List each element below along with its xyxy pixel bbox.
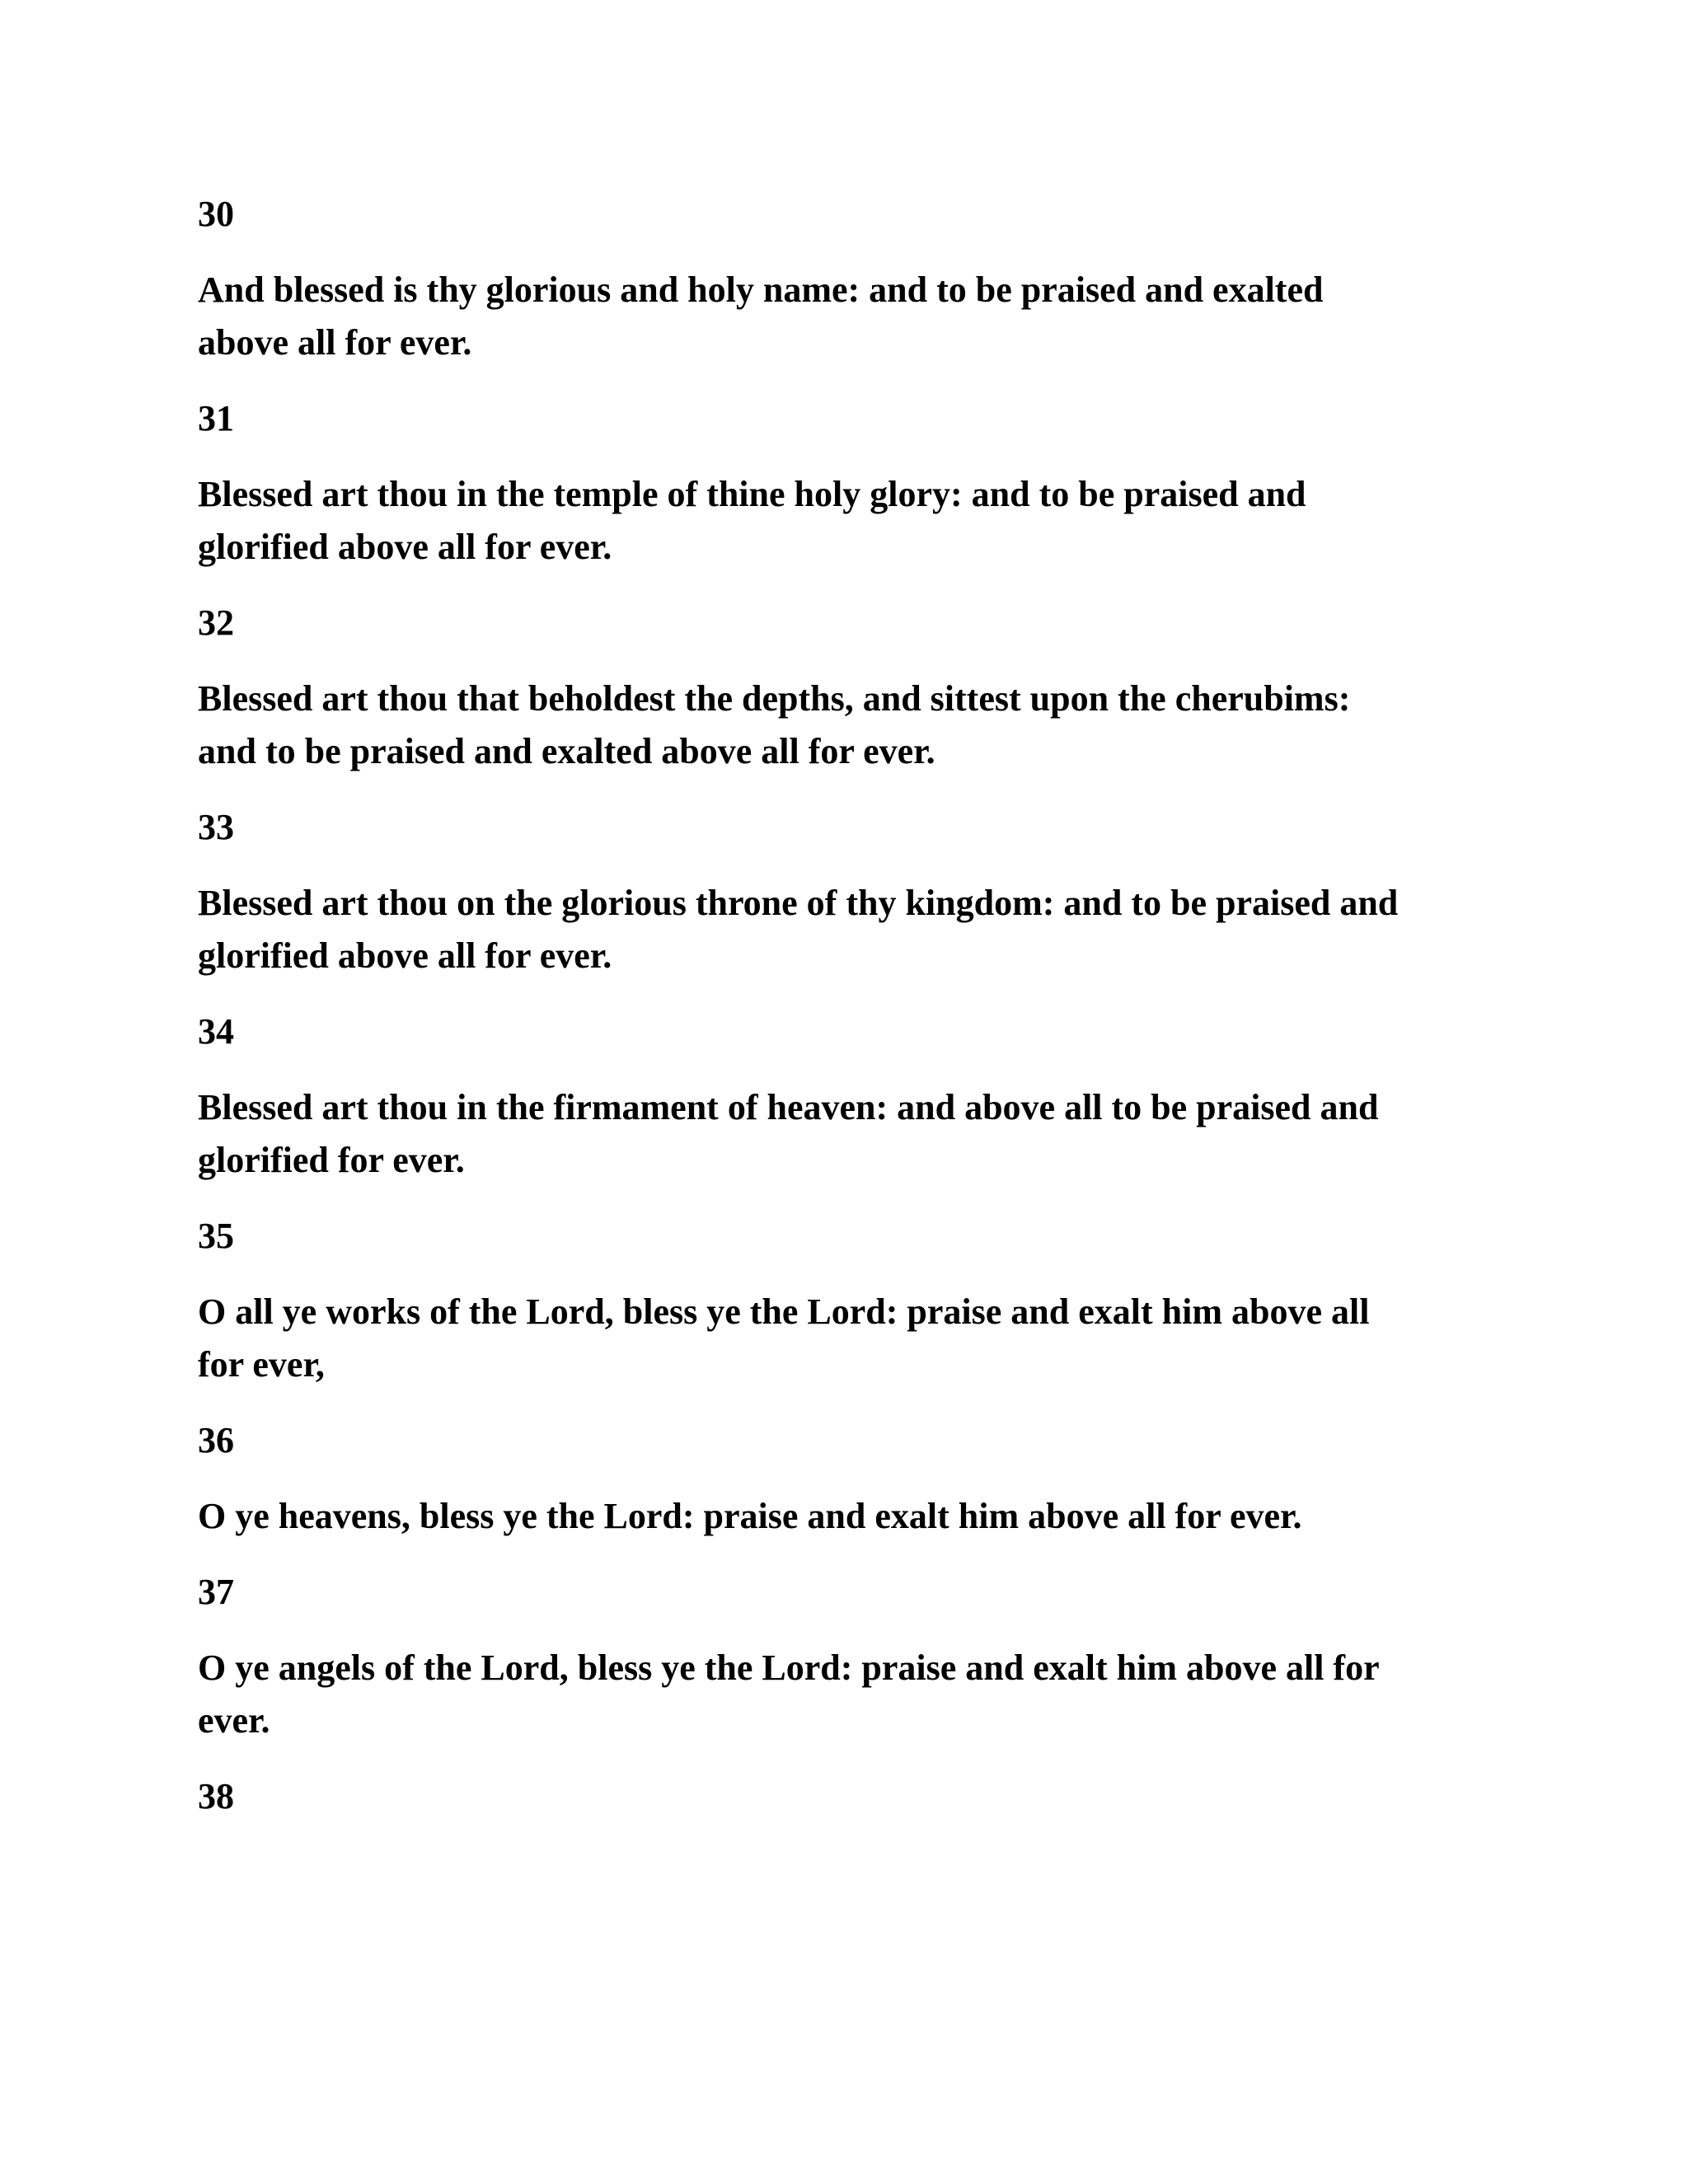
verse-line: O all ye works of the Lord, bless ye the Lord: praise and exalt him above all xyxy=(198,1291,1370,1332)
verse-text xyxy=(198,877,1484,982)
verse-number: 30 xyxy=(198,194,234,234)
verse-line: Blessed art thou in the temple of thine holy glory: and to be praised and xyxy=(198,474,1306,514)
verse-number: 33 xyxy=(198,807,234,847)
verse-line: glorified above all for ever. xyxy=(198,935,612,976)
verse-line: O ye heavens, bless ye the Lord: praise and exalt him above all for ever. xyxy=(198,1496,1302,1536)
verse-line: O ye angels of the Lord, bless ye the Lord: praise and exalt him above all for xyxy=(198,1647,1380,1688)
verse-number: 32 xyxy=(198,602,234,643)
verse-number: 38 xyxy=(198,1776,234,1816)
verse-number: 36 xyxy=(198,1420,234,1460)
verse-line: Blessed art thou in the firmament of heaven: and above all to be praised and xyxy=(198,1087,1379,1127)
verse-text xyxy=(198,1490,1484,1543)
verse-line: glorified for ever. xyxy=(198,1140,465,1180)
verse-text xyxy=(198,1286,1484,1391)
verse-number: 34 xyxy=(198,1011,234,1052)
verse-number: 35 xyxy=(198,1216,234,1256)
verse-text xyxy=(198,1081,1484,1187)
verse-line: ever. xyxy=(198,1700,270,1741)
verse-line: Blessed art thou on the glorious throne of thy kingdom: and to be praised and xyxy=(198,883,1399,923)
verse-line: and to be praised and exalted above all for ever. xyxy=(198,731,935,771)
verse-line: And blessed is thy glorious and holy name: and to be praised and exalted xyxy=(198,269,1324,310)
verse-line: glorified above all for ever. xyxy=(198,527,612,567)
verse-text xyxy=(198,673,1484,778)
verse-line: Blessed art thou that beholdest the depths, and sittest upon the cherubims: xyxy=(198,678,1351,719)
verse-text xyxy=(198,264,1484,369)
document-body xyxy=(198,188,1484,1846)
verse-line: above all for ever. xyxy=(198,322,472,363)
verse-line: for ever, xyxy=(198,1344,325,1385)
verse-number: 37 xyxy=(198,1572,234,1612)
verse-text xyxy=(198,468,1484,574)
verse-text xyxy=(198,1642,1484,1747)
verse-number: 31 xyxy=(198,398,234,438)
